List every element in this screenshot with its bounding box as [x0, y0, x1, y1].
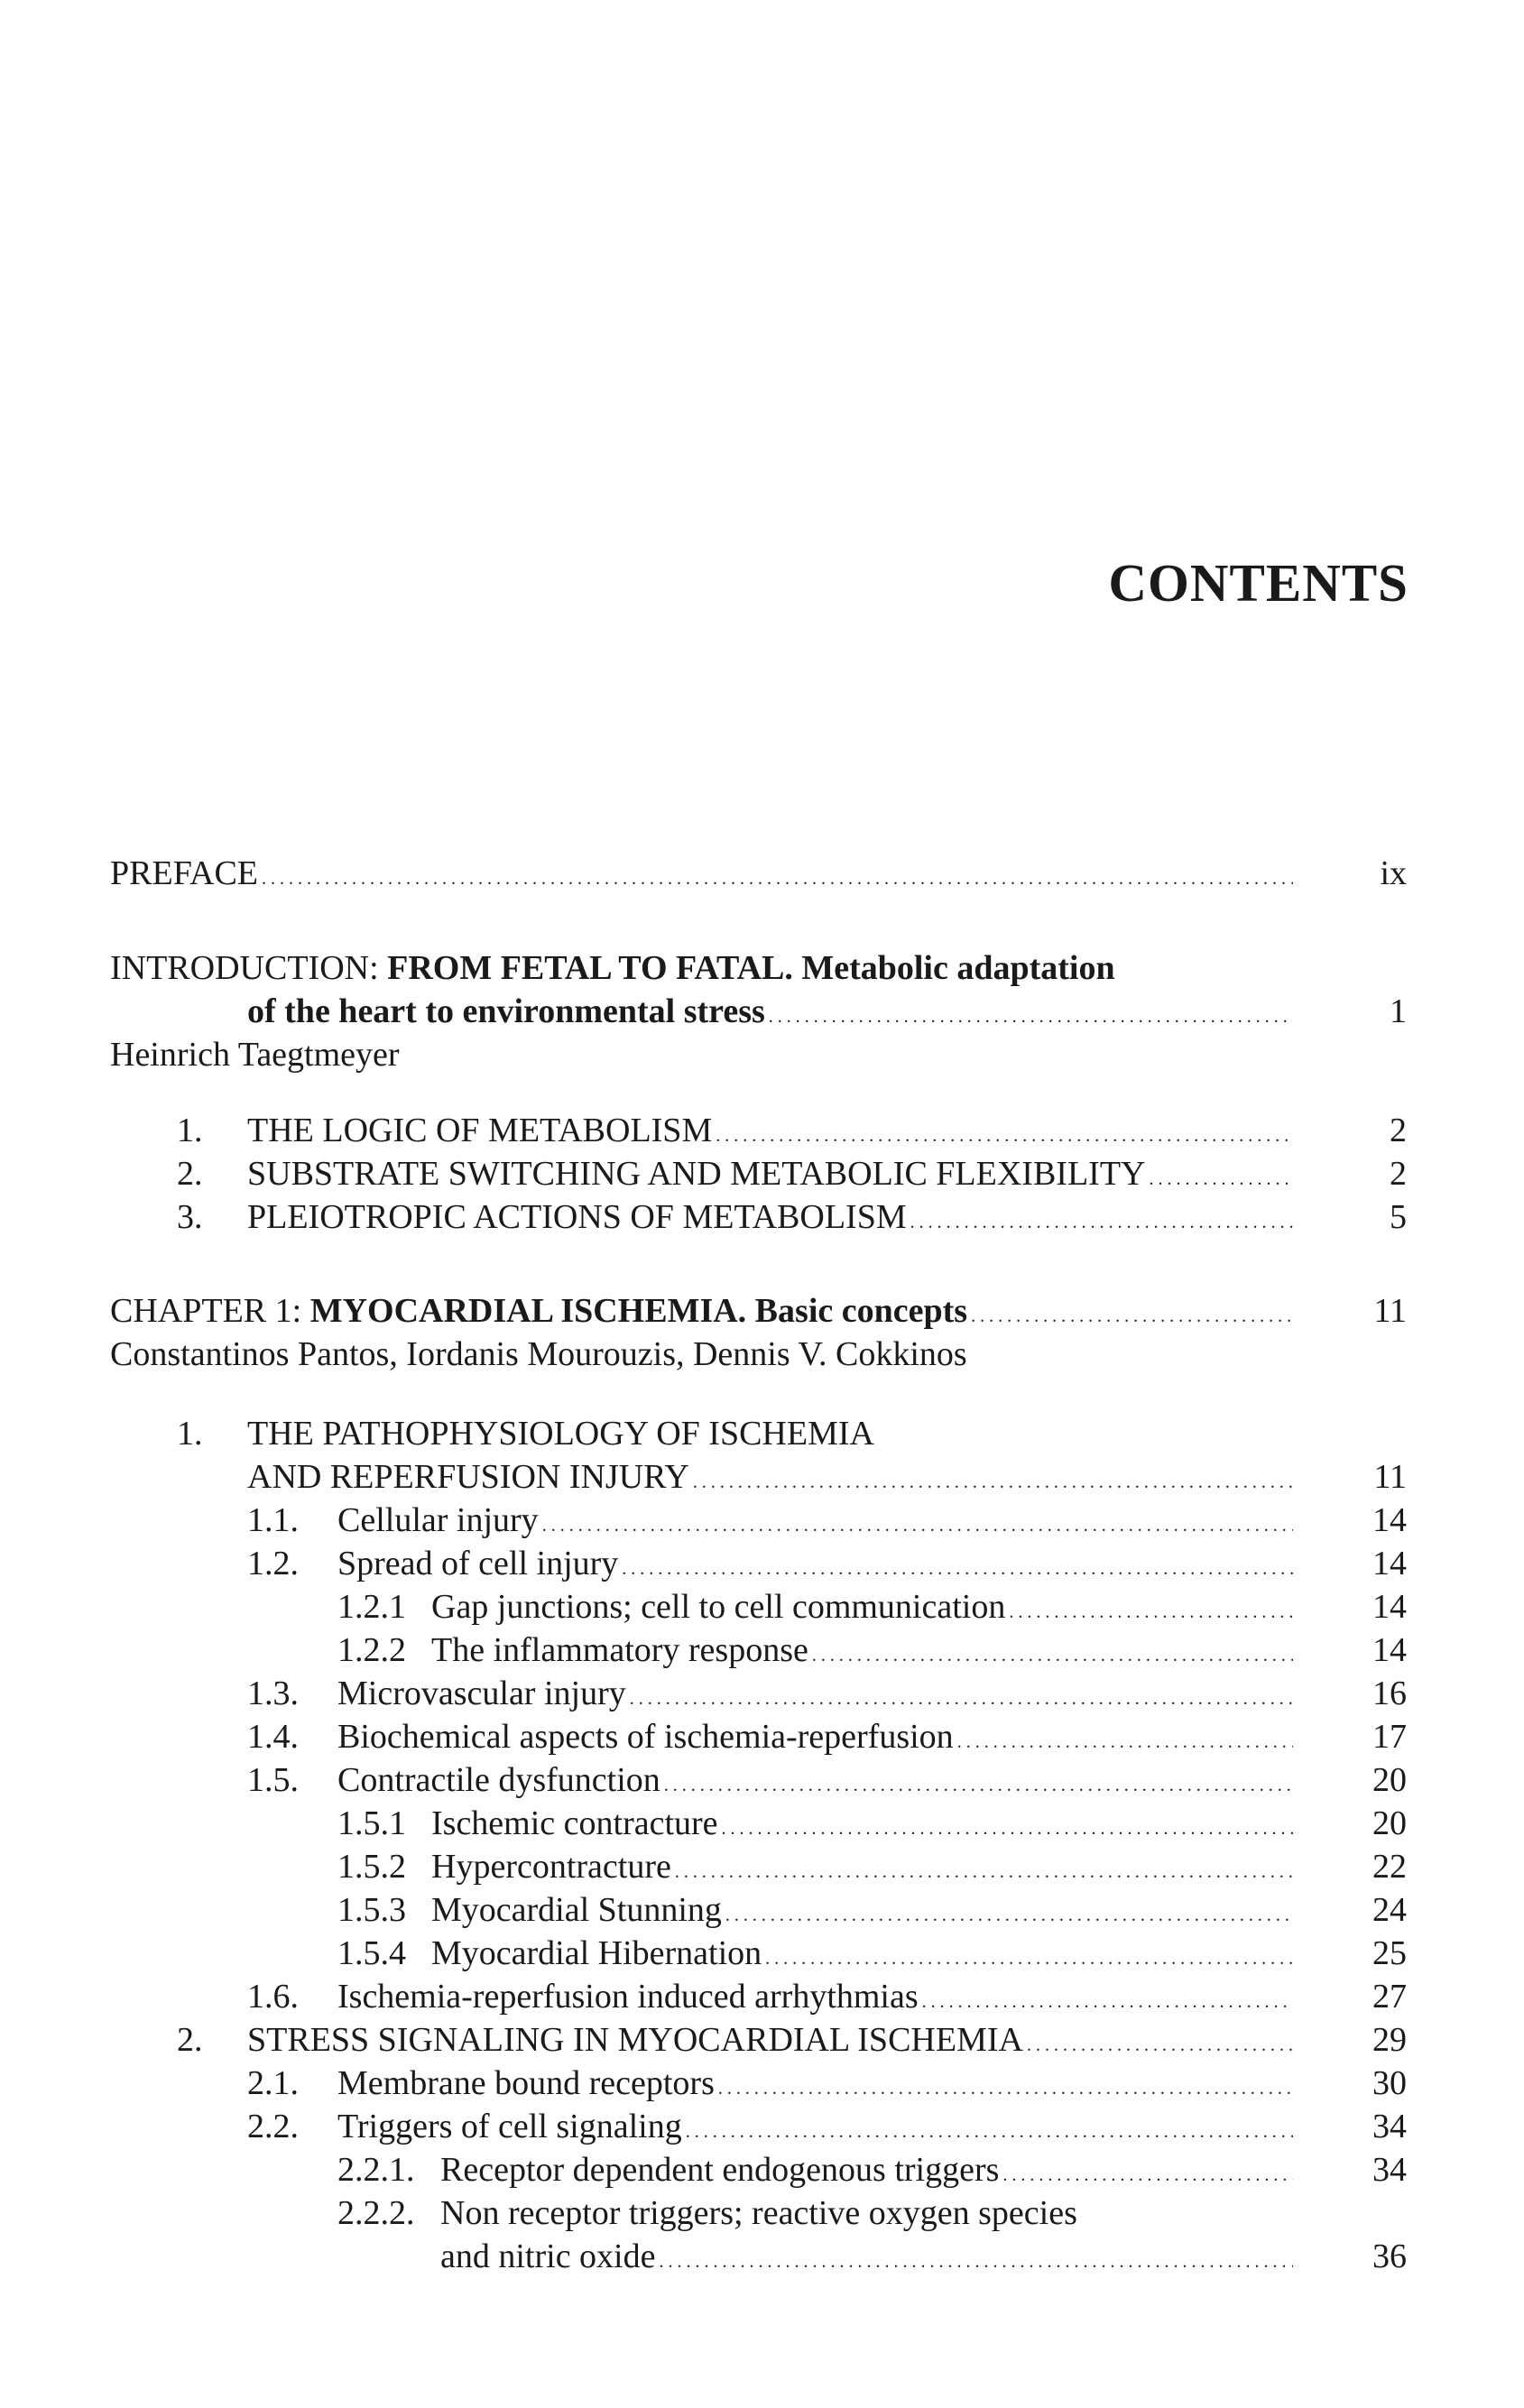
- toc-page-number: 24: [1372, 1891, 1407, 1929]
- toc-entry: [0, 1673, 1293, 1714]
- toc-page-number: 20: [1372, 1804, 1407, 1842]
- toc-entry-title: Membrane bound receptors: [337, 2064, 715, 2102]
- dot-leader: [686, 2106, 1293, 2153]
- toc-entry-title: Myocardial Stunning: [431, 1891, 722, 1929]
- dot-leader: [769, 991, 1293, 1038]
- toc-entry: [0, 2236, 1293, 2277]
- toc-entry: [0, 1456, 1293, 1498]
- toc-entry-title: Spread of cell injury: [337, 1545, 619, 1582]
- toc-page-number: 5: [1390, 1198, 1407, 1236]
- toc-entry: [0, 1846, 1293, 1887]
- toc-page-number: 30: [1372, 2064, 1407, 2102]
- toc-entry: [0, 2149, 1293, 2191]
- toc-entry-title: PREFACE: [110, 854, 259, 892]
- toc-entry-title: Biochemical aspects of ischemia-reperfusion: [337, 1718, 954, 1756]
- toc-entry-title: and nitric oxide: [440, 2237, 656, 2275]
- dot-leader: [1009, 1586, 1293, 1633]
- toc-section-number: 2.2.: [247, 2108, 299, 2145]
- toc-entry-introduction-line2: [0, 991, 1293, 1032]
- toc-section-number: 1.4.: [247, 1718, 299, 1756]
- toc-page-number: 34: [1372, 2108, 1407, 2145]
- toc-section-number: 1.5.2: [337, 1848, 406, 1886]
- dot-leader: [957, 1716, 1293, 1763]
- toc-entry-title: Microvascular injury: [337, 1675, 626, 1712]
- toc-entry: [0, 1153, 1293, 1195]
- toc-entry: [0, 1110, 1293, 1151]
- toc-entry-introduction-line1: [110, 947, 1115, 989]
- toc-entry-chapter1: [0, 1290, 1293, 1332]
- toc-entry-title: Gap junctions; cell to cell communication: [431, 1588, 1006, 1626]
- dot-leader: [675, 1846, 1293, 1893]
- toc-section-number: 2.1.: [247, 2064, 299, 2102]
- toc-author: Constantinos Pantos, Iordanis Mourouzis, Dennis V. Cokkinos: [110, 1335, 967, 1373]
- dot-leader: [812, 1629, 1293, 1676]
- toc-entry-title: Ischemia-reperfusion induced arrhythmias: [337, 1978, 919, 2016]
- toc-section-number: 1.2.: [247, 1545, 299, 1582]
- toc-page-number: ix: [1380, 854, 1407, 892]
- toc-entry: [0, 1759, 1293, 1801]
- dot-leader: [630, 1673, 1293, 1720]
- toc-page-number: 34: [1372, 2151, 1407, 2189]
- dot-leader: [1149, 1153, 1293, 1200]
- toc-entry: [0, 1499, 1293, 1541]
- toc-section-number: 1.5.1: [337, 1804, 406, 1842]
- toc-entry: [0, 1196, 1293, 1238]
- introduction-title-line2: of the heart to environmental stress: [247, 992, 765, 1030]
- toc-section-number: 1.5.3: [337, 1891, 406, 1929]
- dot-leader: [725, 1889, 1293, 1936]
- toc-entry: [0, 1716, 1293, 1758]
- introduction-title-line1: FROM FETAL TO FATAL. Metabolic adaptation: [387, 949, 1115, 987]
- toc-page-number: 17: [1372, 1718, 1407, 1756]
- toc-entry: [0, 1976, 1293, 2017]
- dot-leader: [542, 1499, 1293, 1546]
- dot-leader: [664, 1759, 1293, 1806]
- dot-leader: [716, 1110, 1293, 1157]
- toc-section-number: 1.6.: [247, 1978, 299, 2016]
- dot-leader: [1027, 2019, 1293, 2066]
- toc-section-number: 2.2.2.: [337, 2194, 415, 2232]
- chapter1-title: MYOCARDIAL ISCHEMIA. Basic concepts: [309, 1292, 968, 1330]
- toc-section-number: 2.: [177, 2021, 203, 2059]
- dot-leader: [659, 2236, 1293, 2283]
- toc-entry: [0, 1803, 1293, 1844]
- dot-leader: [693, 1456, 1293, 1503]
- toc-page-number: 2: [1390, 1155, 1407, 1193]
- toc-page-number: 14: [1372, 1588, 1407, 1626]
- toc-page-number: 14: [1372, 1501, 1407, 1539]
- toc-section-number: 2.2.1.: [337, 2151, 415, 2189]
- toc-section-number: 1.: [177, 1415, 203, 1453]
- toc-entry: [0, 2019, 1293, 2061]
- toc-page-number: 14: [1372, 1545, 1407, 1582]
- toc-entry: [0, 1629, 1293, 1671]
- toc-page-number: 14: [1372, 1631, 1407, 1669]
- toc-entry-title: Myocardial Hibernation: [431, 1934, 762, 1972]
- toc-section-number: 3.: [177, 1198, 203, 1236]
- dot-leader: [1002, 2149, 1293, 2196]
- toc-author: Heinrich Taegtmeyer: [110, 1036, 400, 1074]
- toc-entry-title: AND REPERFUSION INJURY: [247, 1458, 689, 1496]
- toc-page-number: 22: [1372, 1848, 1407, 1886]
- chapter1-prefix: CHAPTER 1:: [110, 1292, 310, 1330]
- toc-entry-title: Non receptor triggers; reactive oxygen species: [440, 2194, 1077, 2232]
- toc-page-number: 11: [1373, 1458, 1407, 1496]
- dot-leader: [622, 1543, 1293, 1590]
- toc-page-number: 2: [1390, 1112, 1407, 1149]
- toc-entry: [0, 1543, 1293, 1584]
- toc-page-number: 16: [1372, 1675, 1407, 1712]
- toc-page-number: 29: [1372, 2021, 1407, 2059]
- toc-entry-title: Ischemic contracture: [431, 1804, 718, 1842]
- toc-entry-title: THE LOGIC OF METABOLISM: [247, 1112, 713, 1149]
- toc-entry-title: Cellular injury: [337, 1501, 539, 1539]
- toc-section-number: 1.2.1: [337, 1588, 406, 1626]
- toc-section-number: 1.5.4: [337, 1934, 406, 1972]
- dot-leader: [971, 1290, 1293, 1337]
- toc-section-number: 1.2.2: [337, 1631, 406, 1669]
- toc-section-number: 1.: [177, 1112, 203, 1149]
- toc-entry-title: Receptor dependent endogenous triggers: [440, 2151, 1000, 2189]
- toc-entry-title: THE PATHOPHYSIOLOGY OF ISCHEMIA: [247, 1415, 874, 1453]
- dot-leader: [718, 2062, 1293, 2109]
- toc-page-number: 36: [1372, 2237, 1407, 2275]
- toc-entry-preface: [0, 853, 1293, 894]
- dot-leader: [910, 1196, 1293, 1243]
- toc-entry-title: SUBSTRATE SWITCHING AND METABOLIC FLEXIBILITY: [247, 1155, 1146, 1193]
- toc-entry-title: Contractile dysfunction: [337, 1761, 660, 1799]
- toc-page-number: 1: [1390, 992, 1407, 1030]
- toc-page-number: 25: [1372, 1934, 1407, 1972]
- toc-entry: [0, 2062, 1293, 2104]
- dot-leader: [922, 1976, 1293, 2023]
- dot-leader: [722, 1803, 1293, 1850]
- introduction-prefix: INTRODUCTION:: [110, 949, 388, 987]
- toc-entry-title: Hypercontracture: [431, 1848, 671, 1886]
- toc-entry: [0, 1933, 1293, 1974]
- toc-page-number: 20: [1372, 1761, 1407, 1799]
- toc-section-number: 1.1.: [247, 1501, 299, 1539]
- toc-page-number: 11: [1373, 1292, 1407, 1330]
- toc-entry-title: Triggers of cell signaling: [337, 2108, 682, 2145]
- toc-section-number: 1.5.: [247, 1761, 299, 1799]
- toc-entry-title: The inflammatory response: [431, 1631, 808, 1669]
- toc-section-number: 1.3.: [247, 1675, 299, 1712]
- page-title: CONTENTS: [1108, 553, 1409, 613]
- toc-page-number: 27: [1372, 1978, 1407, 2016]
- toc-section-number: 2.: [177, 1155, 203, 1193]
- dot-leader: [262, 853, 1293, 900]
- toc-entry: [0, 1586, 1293, 1628]
- toc-entry: [0, 1889, 1293, 1931]
- toc-entry: [0, 2106, 1293, 2147]
- toc-entry-title: STRESS SIGNALING IN MYOCARDIAL ISCHEMIA: [247, 2021, 1023, 2059]
- dot-leader: [765, 1933, 1293, 1979]
- toc-entry-title: PLEIOTROPIC ACTIONS OF METABOLISM: [247, 1198, 907, 1236]
